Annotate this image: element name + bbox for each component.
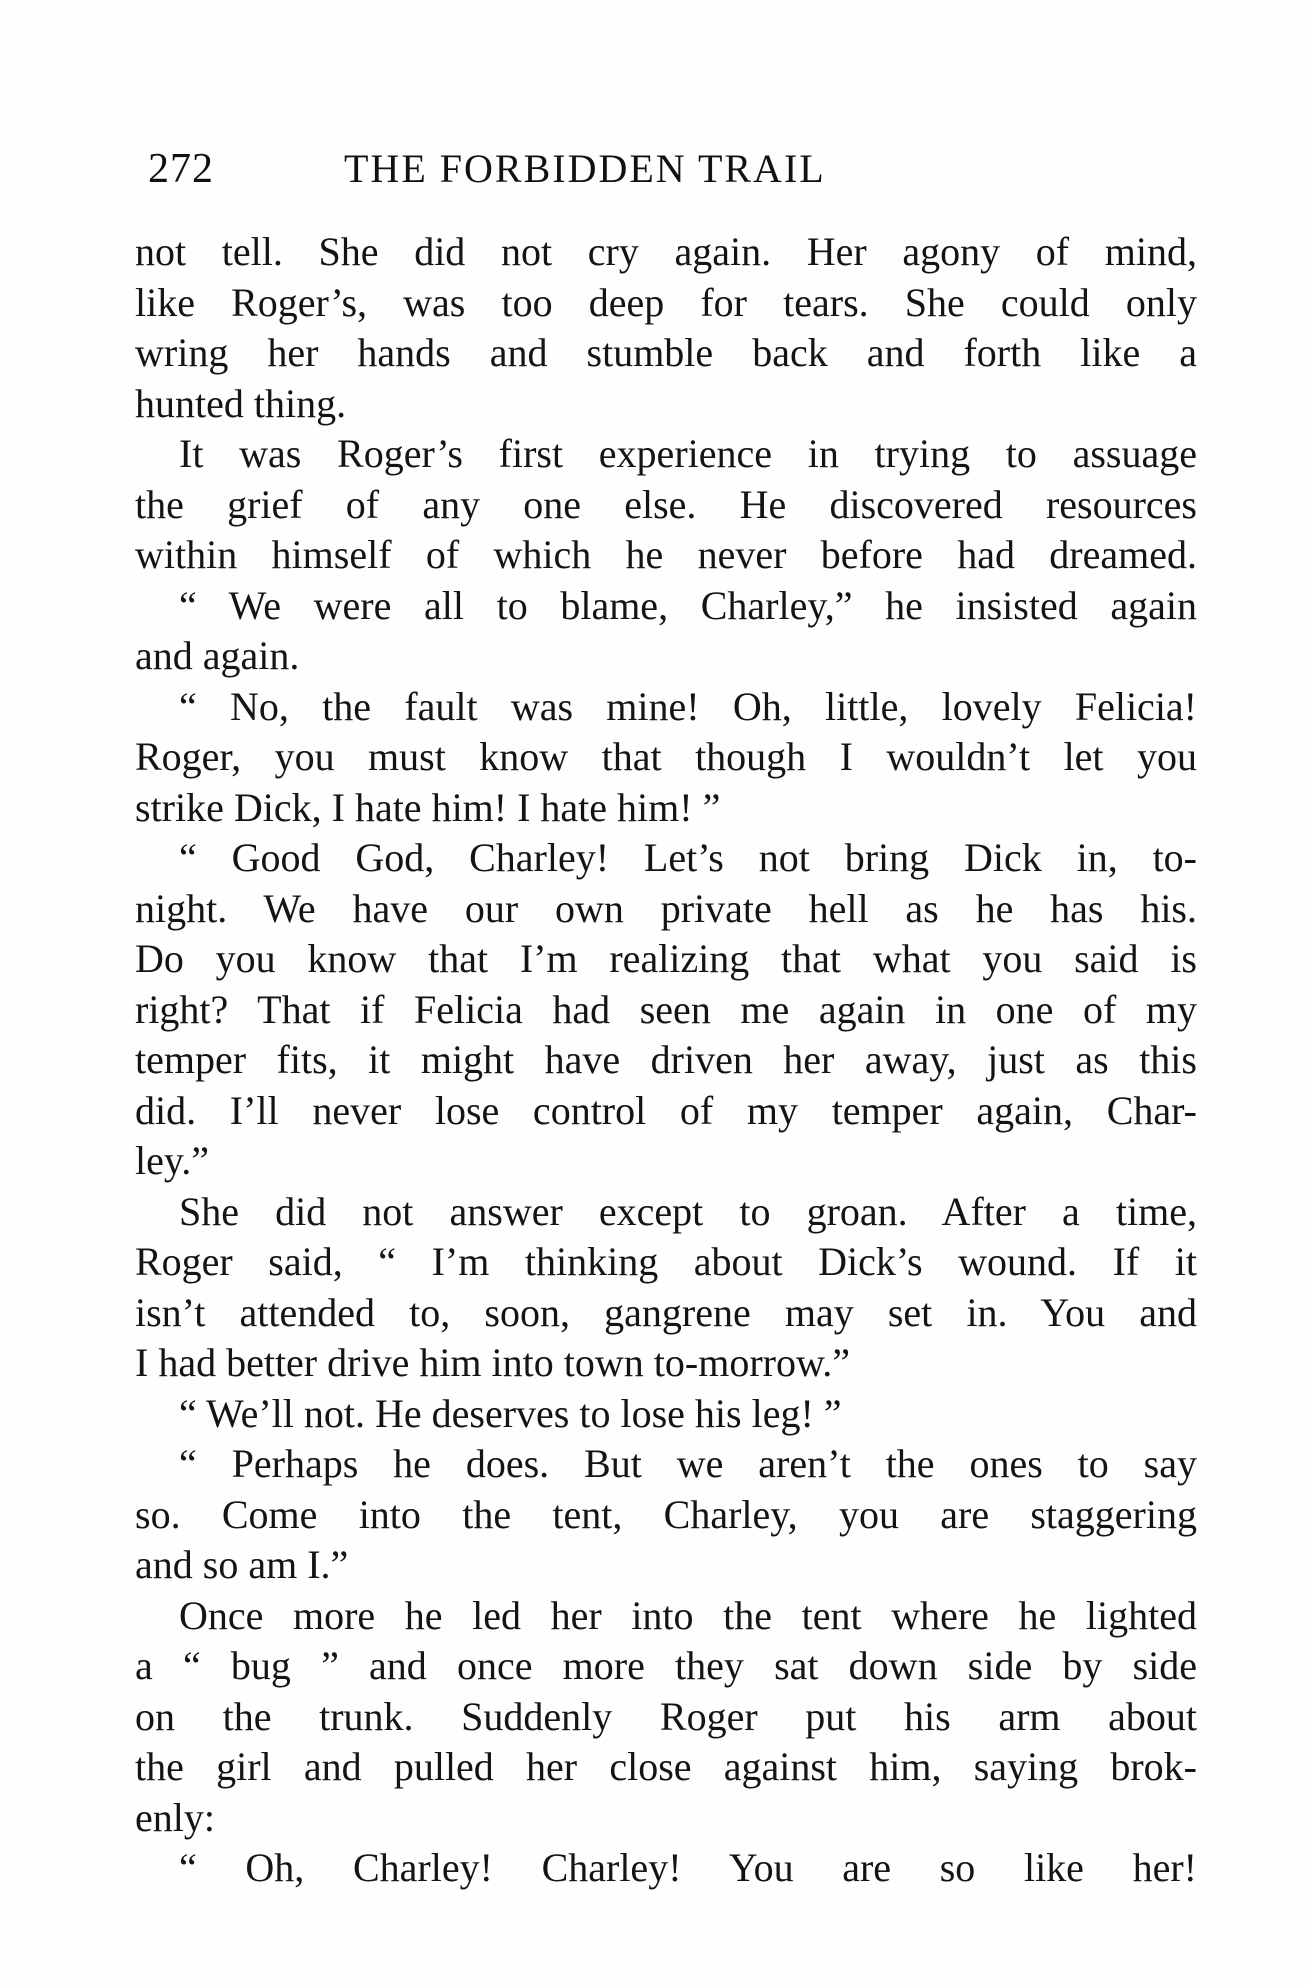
text-line: “ We were all to blame, Charley,” he insisted again: [179, 582, 1197, 628]
text-line: I had better drive him into town to-morrow.”: [135, 1340, 850, 1385]
text-line: “ Perhaps he does. But we aren’t the ones to say: [179, 1441, 1197, 1486]
text-line: “ No, the fault was mine! Oh, little, lovely Felicia!: [179, 683, 1197, 729]
text-line: and so am I.”: [135, 1542, 349, 1587]
text-line: ley.”: [135, 1138, 210, 1183]
text-line: night. We have our own private hell as he has his.: [135, 885, 1197, 931]
text-line: She did not answer except to groan. After a time,: [179, 1188, 1197, 1234]
text-line: Once more he led her into the tent where he lighted: [179, 1592, 1197, 1638]
text-line: so. Come into the tent, Charley, you are staggering: [135, 1491, 1197, 1537]
text-line: hunted thing.: [135, 380, 347, 426]
body-text: [135, 227, 1197, 1894]
text-line: Roger, you must know that though I wouldn’t let you: [135, 734, 1197, 779]
running-head: THE FORBIDDEN TRAIL: [344, 146, 826, 191]
text-line: within himself of which he never before had dreamed.: [135, 532, 1197, 577]
text-line: not tell. She did not cry again. Her agony of mind,: [135, 229, 1197, 274]
page-number: 272: [148, 146, 214, 192]
text-line: Roger said, “ I’m thinking about Dick’s wound. If it: [135, 1239, 1197, 1284]
page-header: [148, 145, 1108, 205]
text-line: the grief of any one else. He discovered resources: [135, 481, 1197, 527]
text-line: a “ bug ” and once more they sat down side by side: [135, 1643, 1197, 1688]
text-line: the girl and pulled her close against him, saying brok-: [135, 1744, 1197, 1789]
text-line: right? That if Felicia had seen me again in one of my: [135, 986, 1197, 1032]
text-line: Do you know that I’m realizing that what you said is: [135, 936, 1197, 981]
text-line: and again.: [135, 633, 300, 678]
text-line: “ Good God, Charley! Let’s not bring Dick in, to-: [179, 835, 1197, 880]
text-line: isn’t attended to, soon, gangrene may set in. You and: [135, 1289, 1197, 1335]
text-line: “ We’ll not. He deserves to lose his leg! ”: [179, 1390, 842, 1436]
text-line: enly:: [135, 1794, 215, 1840]
text-line: temper fits, it might have driven her away, just as this: [135, 1037, 1197, 1082]
text-line: on the trunk. Suddenly Roger put his arm about: [135, 1693, 1197, 1739]
text-line: “ Oh, Charley! Charley! You are so like her!: [179, 1845, 1197, 1890]
text-line: like Roger’s, was too deep for tears. She could only: [135, 279, 1197, 325]
text-line: It was Roger’s first experience in trying to assuage: [179, 431, 1197, 476]
text-line: did. I’ll never lose control of my temper again, Char-: [135, 1087, 1197, 1133]
text-line: wring her hands and stumble back and forth like a: [135, 330, 1197, 375]
text-line: strike Dick, I hate him! I hate him! ”: [135, 784, 721, 830]
